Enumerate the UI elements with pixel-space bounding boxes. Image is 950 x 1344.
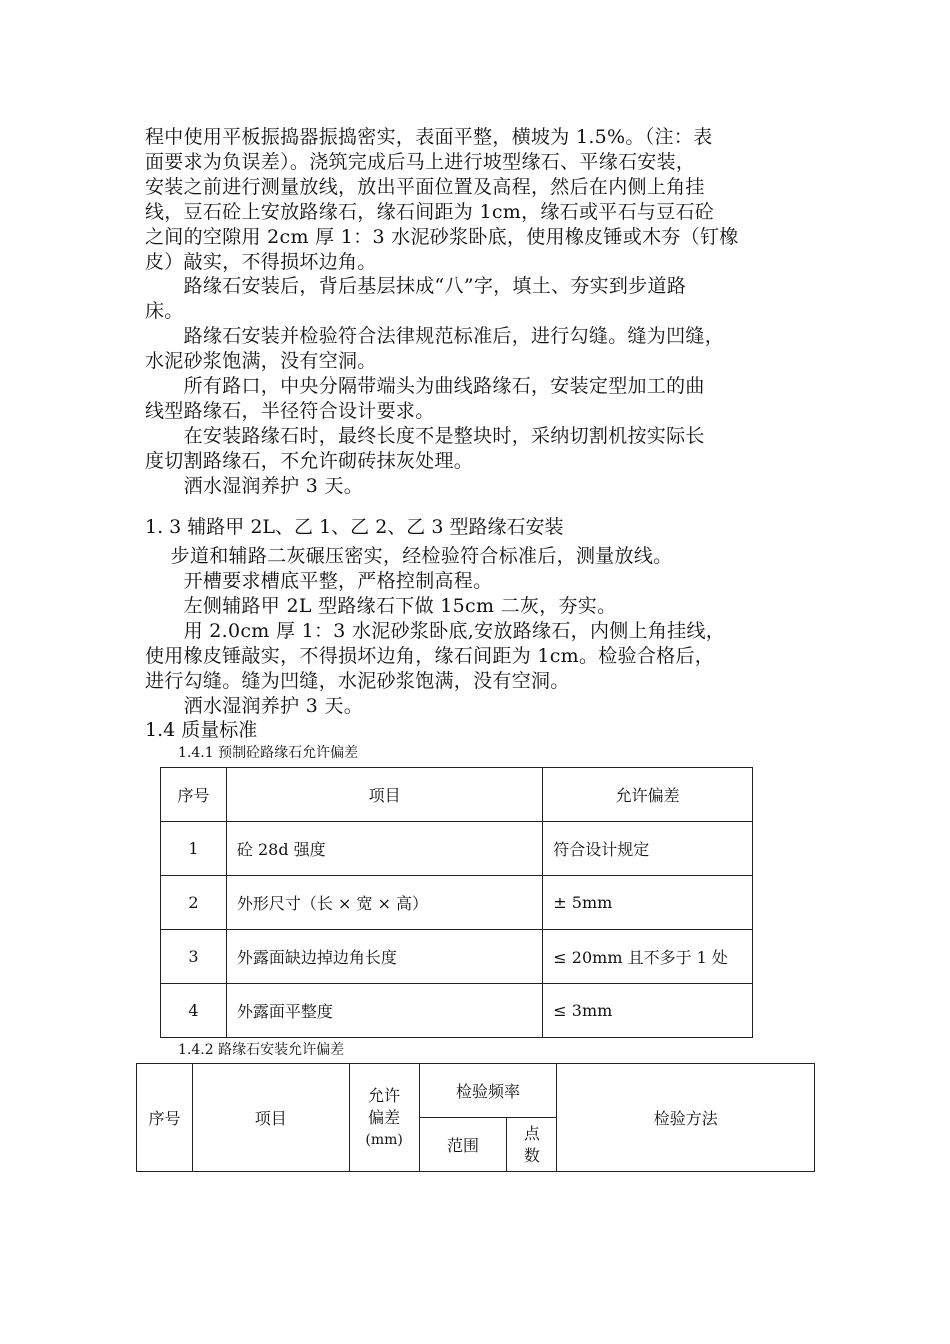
- text-line: 安装之前进行测量放线，放出平面位置及高程，然后在内侧上角挂: [145, 176, 705, 198]
- text-line: 度切割路缘石，不允许砌砖抹灰处理。: [145, 450, 474, 472]
- section-heading-1-3: 1. 3 辅路甲 2L、乙 1、乙 2、乙 3 型路缘石安装: [145, 516, 564, 538]
- text-line: 线型路缘石，半径符合设计要求。: [145, 400, 435, 422]
- text-line: 程中使用平板振捣器振捣密实，表面平整，横坡为 1.5%。（注：表: [145, 126, 713, 148]
- paragraph-cutting: [145, 424, 825, 474]
- header-cell: 检验频率: [419, 1064, 557, 1118]
- text-line: 路缘石安装并检验符合法律规范标准后，进行勾缝。缝为凹缝，: [145, 325, 725, 347]
- table-header-row: [161, 768, 753, 822]
- table-cell: ± 5mm: [543, 876, 753, 930]
- table-cell: 外形尺寸（长 × 宽 × 高）: [226, 876, 542, 930]
- table-cell: 2: [161, 876, 227, 930]
- table-row: [161, 876, 753, 930]
- table-row: [161, 822, 753, 876]
- table-cell: ≤ 20mm 且不多于 1 处: [543, 930, 753, 984]
- table-cell: 1: [161, 822, 227, 876]
- header-cell: 序号: [137, 1064, 193, 1172]
- paragraph-backfill: [145, 274, 825, 324]
- text-line: 用 2.0cm 厚 1：3 水泥砂浆卧底,安放路缘石，内侧上角挂线，: [145, 620, 726, 642]
- precast-curb-tolerance-table: [160, 767, 753, 1038]
- paragraph-pointing: [145, 324, 825, 374]
- text-line: 皮）敲实，不得损坏边角。: [145, 251, 377, 273]
- header-cell-points: [507, 1118, 557, 1172]
- table-header-row: [137, 1064, 815, 1118]
- table-cell: 3: [161, 930, 227, 984]
- table-cell: ≤ 3mm: [543, 984, 753, 1038]
- header-cell-tolerance: [349, 1064, 419, 1172]
- table-caption-1-4-1: 1.4.1 预制砼路缘石允许偏差: [178, 745, 359, 761]
- text-line: 洒水湿润养护 3 天。: [145, 695, 364, 717]
- text-line: 水泥砂浆饱满，没有空洞。: [145, 350, 377, 372]
- header-cell: 序号: [161, 768, 227, 822]
- text-line: 左侧辅路甲 2L 型路缘石下做 15cm 二灰，夯实。: [145, 595, 617, 617]
- text-line: 床。: [145, 300, 184, 322]
- table-caption-1-4-2: 1.4.2 路缘石安装允许偏差: [178, 1042, 345, 1058]
- header-cell: 项目: [192, 1064, 349, 1172]
- text-line: 所有路口，中央分隔带端头为曲线路缘石，安装定型加工的曲: [145, 375, 705, 397]
- table-row: [161, 930, 753, 984]
- table-cell: 符合设计规定: [543, 822, 753, 876]
- paragraph-curved-curb: [145, 374, 825, 424]
- text-line: 进行勾缝。缝为凹缝，水泥砂浆饱满，没有空洞。: [145, 670, 570, 692]
- table-cell: 外露面缺边掉边角长度: [226, 930, 542, 984]
- table-row: [161, 984, 753, 1038]
- text-line: 开槽要求槽底平整，严格控制高程。: [145, 570, 493, 592]
- text-line: 使用橡皮锤敲实，不得损坏边角，缘石间距为 1cm。检验合格后，: [145, 645, 715, 667]
- text-line: 路缘石安装后，背后基层抹成“八”字，填土、夯实到步道路: [145, 275, 687, 297]
- header-cell: 范围: [419, 1118, 507, 1172]
- paragraph-construction: [145, 125, 825, 275]
- header-text: (mm): [365, 1131, 403, 1148]
- header-text: 偏差: [368, 1107, 401, 1127]
- text-line: 之间的空隙用 2cm 厚 1：3 水泥砂浆卧底，使用橡皮锤或木夯（钉橡: [145, 226, 739, 248]
- header-text: 允许: [368, 1085, 401, 1105]
- curb-installation-tolerance-table: [136, 1063, 815, 1172]
- header-text: 点: [523, 1123, 540, 1143]
- header-cell: 检验方法: [557, 1064, 815, 1172]
- paragraph-curing: [145, 474, 825, 499]
- paragraph-section-1-3: [145, 544, 825, 719]
- header-cell: 允许偏差: [543, 768, 753, 822]
- text-line: 在安装路缘石时，最终长度不是整块时，采纳切割机按实际长: [145, 425, 705, 447]
- table-cell: 外露面平整度: [226, 984, 542, 1038]
- section-heading-1-4: 1.4 质量标准: [145, 719, 258, 741]
- text-line: 洒水湿润养护 3 天。: [145, 475, 364, 497]
- header-cell: 项目: [226, 768, 542, 822]
- text-line: 步道和辅路二灰碾压密实，经检验符合标准后，测量放线。: [145, 545, 673, 567]
- table-cell: 4: [161, 984, 227, 1038]
- header-text: 数: [523, 1145, 540, 1165]
- text-line: 线，豆石砼上安放路缘石，缘石间距为 1cm，缘石或平石与豆石砼: [145, 201, 715, 223]
- table-cell: 砼 28d 强度: [226, 822, 542, 876]
- text-line: 面要求为负误差）。浇筑完成后马上进行坡型缘石、平缘石安装，: [145, 151, 696, 173]
